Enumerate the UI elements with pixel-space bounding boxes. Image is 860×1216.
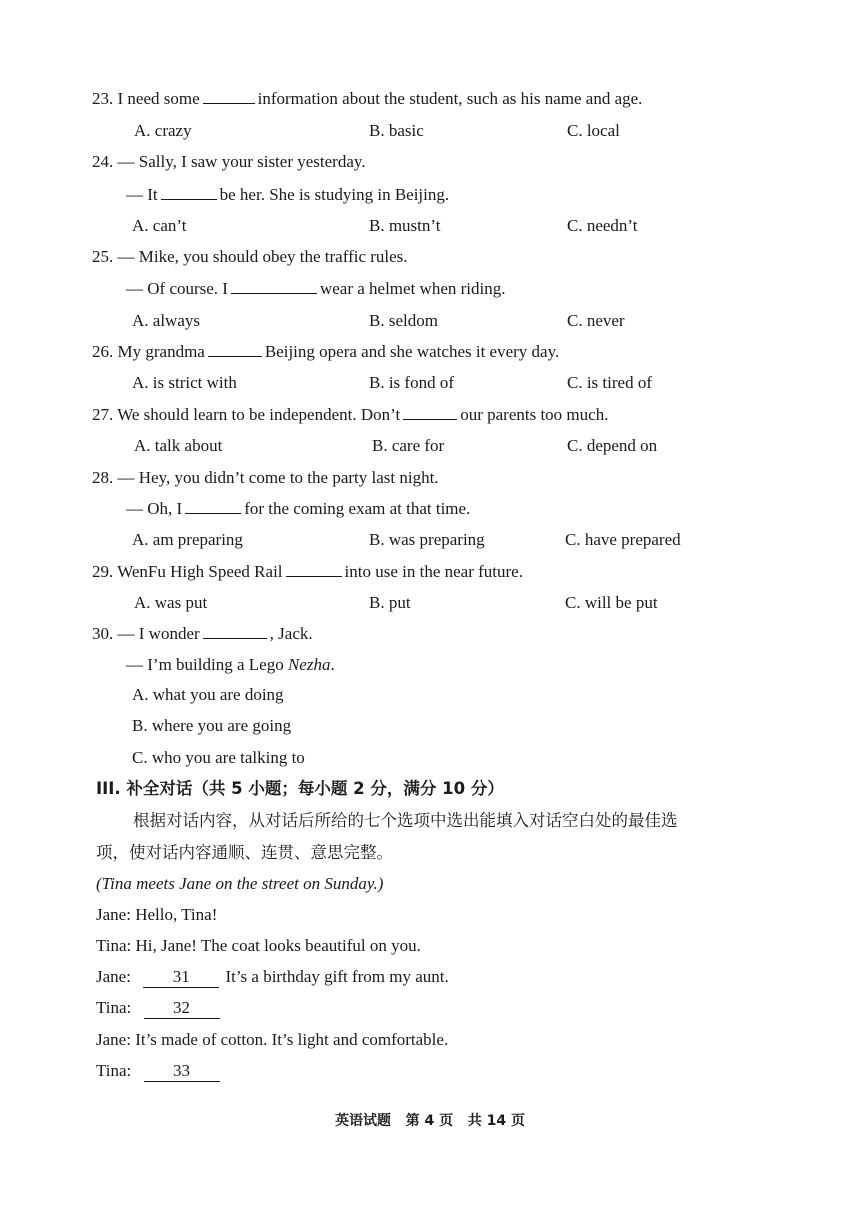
stem-text: WenFu High Speed Rail [117, 562, 283, 581]
dialogue-text: It’s a birthday gift from my aunt. [225, 967, 449, 986]
option-a[interactable]: A. was put [134, 593, 208, 612]
section-heading: III. 补全对话（共 5 小题；每小题 2 分，满分 10 分） [96, 779, 504, 798]
answer-blank-33[interactable]: 33 [144, 1061, 220, 1082]
stem-text: Beijing opera and she watches it every day. [264, 342, 560, 361]
answer-blank[interactable] [403, 404, 457, 420]
question-27-stem [92, 404, 608, 426]
option-a[interactable]: A. can’t [132, 216, 187, 235]
question-30-stem [92, 623, 313, 645]
question-24-stem [92, 151, 366, 173]
speaker: Jane: [96, 905, 131, 924]
dialogue-text: It’s made of cotton. It’s light and comfortable. [135, 1030, 449, 1049]
question-25-stem [92, 246, 408, 268]
question-number: 28. [92, 468, 114, 487]
question-26-stem [92, 341, 559, 363]
question-23-stem [92, 88, 642, 110]
stem-text: be her. She is studying in Beijing. [219, 185, 450, 204]
answer-blank[interactable] [286, 561, 342, 577]
option-b[interactable]: B. basic [369, 121, 424, 140]
stem-text: — I wonder [117, 624, 200, 643]
option-a[interactable]: A. always [132, 311, 200, 330]
instruction-line-2: 项，使对话内容通顺、连贯、意思完整。 [96, 843, 393, 862]
speaker: Tina: [96, 1061, 132, 1080]
option-b[interactable]: B. is fond of [369, 373, 454, 392]
question-28-stem [92, 467, 439, 489]
option-c[interactable]: C. needn’t [567, 216, 638, 235]
dialogue-text: Hi, Jane! The coat looks beautiful on you. [135, 936, 421, 955]
answer-blank-32[interactable]: 32 [144, 998, 220, 1019]
question-25-line2 [126, 278, 505, 300]
stem-text: I need some [117, 89, 200, 108]
answer-blank[interactable] [208, 341, 262, 357]
question-number: 30. [92, 624, 114, 643]
option-a[interactable]: A. crazy [134, 121, 192, 140]
question-number: 29. [92, 562, 114, 581]
dialogue-line [96, 904, 217, 926]
stem-text: — Of course. I [126, 279, 228, 298]
answer-blank[interactable] [185, 498, 241, 514]
dialogue-line [96, 966, 449, 988]
stem-text: — Oh, I [126, 499, 183, 518]
stem-text: We should learn to be independent. Don’t [117, 405, 401, 424]
answer-blank[interactable] [231, 278, 317, 294]
answer-blank[interactable] [203, 88, 255, 104]
stem-text: — It [126, 185, 158, 204]
dialogue-line [96, 1060, 222, 1082]
option-c[interactable]: C. is tired of [567, 373, 652, 392]
stem-text: information about the student, such as his name and age. [257, 89, 643, 108]
option-b[interactable]: B. mustn’t [369, 216, 441, 235]
option-c[interactable]: C. never [567, 311, 625, 330]
question-30-line2 [126, 654, 335, 676]
stem-text: , Jack. [269, 624, 313, 643]
question-number: 25. [92, 247, 114, 266]
answer-blank-31[interactable]: 31 [143, 967, 219, 988]
option-c[interactable]: C. depend on [567, 436, 658, 455]
answer-blank[interactable] [161, 184, 217, 200]
stem-text: for the coming exam at that time. [244, 499, 471, 518]
dialogue-line [96, 935, 421, 957]
question-number: 27. [92, 405, 114, 424]
stem-text: My grandma [117, 342, 205, 361]
stem-text: — Hey, you didn’t come to the party last night. [117, 468, 439, 487]
stem-text: — Mike, you should obey the traffic rules. [117, 247, 408, 266]
speaker: Jane: [96, 967, 131, 986]
question-number: 24. [92, 152, 114, 171]
dialogue-line [96, 1029, 448, 1051]
option-b[interactable]: B. seldom [369, 311, 438, 330]
instruction-line-1: 根据对话内容，从对话后所给的七个选项中选出能填入对话空白处的最佳选 [133, 811, 678, 830]
page-footer: 英语试题 第 4 页 共 14 页 [335, 1113, 525, 1129]
dialogue-text: Hello, Tina! [135, 905, 218, 924]
stem-text: — Sally, I saw your sister yesterday. [117, 152, 366, 171]
speaker: Tina: [96, 998, 132, 1017]
speaker: Jane: [96, 1030, 131, 1049]
option-b[interactable]: B. where you are going [132, 716, 292, 735]
question-number: 23. [92, 89, 114, 108]
option-c[interactable]: C. who you are talking to [132, 748, 305, 767]
stem-text: into use in the near future. [344, 562, 523, 581]
question-28-line2 [126, 498, 470, 520]
stem-text: our parents too much. [460, 405, 609, 424]
scene-description: (Tina meets Jane on the street on Sunday.) [96, 874, 384, 893]
option-c[interactable]: C. will be put [565, 593, 658, 612]
speaker: Tina: [96, 936, 132, 955]
option-c[interactable]: C. have prepared [565, 530, 681, 549]
question-29-stem [92, 561, 523, 583]
answer-blank[interactable] [203, 623, 267, 639]
dialogue-line [96, 997, 222, 1019]
option-b[interactable]: B. was preparing [369, 530, 485, 549]
option-a[interactable]: A. talk about [134, 436, 223, 455]
option-b[interactable]: B. put [369, 593, 411, 612]
italic-title: Nezha [287, 655, 331, 674]
option-a[interactable]: A. what you are doing [132, 685, 284, 704]
option-b[interactable]: B. care for [372, 436, 445, 455]
question-number: 26. [92, 342, 114, 361]
option-a[interactable]: A. am preparing [132, 530, 243, 549]
option-a[interactable]: A. is strict with [132, 373, 237, 392]
stem-text: — I’m building a Lego [126, 655, 284, 674]
stem-text: wear a helmet when riding. [319, 279, 506, 298]
option-c[interactable]: C. local [567, 121, 620, 140]
stem-text: . [330, 655, 335, 674]
question-24-line2 [126, 184, 449, 206]
